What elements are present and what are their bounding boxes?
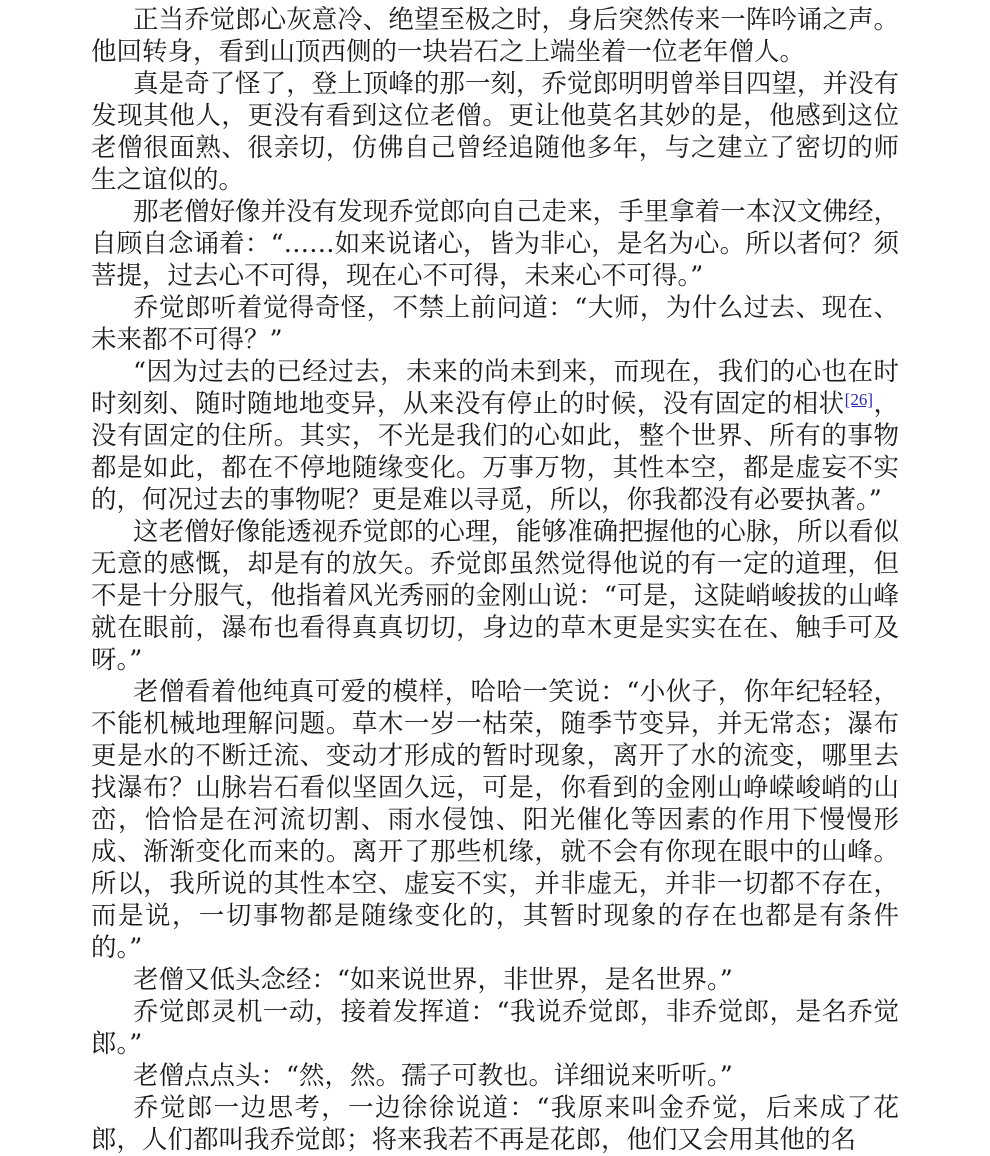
paragraph: 真是奇了怪了，登上顶峰的那一刻，乔觉郎明明曾举目四望，并没有发现其他人，更没有看到这位老僧。更让他莫名其妙的是，他感到这位老僧很面熟、很亲切，仿佛自己曾经追随他多年，与之建立了密切的师生之谊似的。 (91, 69, 899, 195)
footnote-link[interactable]: [26] (844, 390, 873, 409)
paragraph: 那老僧好像并没有发现乔觉郎向自己走来，手里拿着一本汉文佛经，自顾自念诵着：“……如来说诸心，皆为非心，是名为心。所以者何？须菩提，过去心不可得，现在心不可得，未来心不可得。” (91, 197, 899, 291)
paragraph: 老僧又低头念经：“如来说世界，非世界，是名世界。” (133, 965, 733, 995)
paragraph: 乔觉郎一边思考，一边徐徐说道：“我原来叫金乔觉，后来成了花郎，人们都叫我乔觉郎；将来我若不再是花郎，他们又会用其他的名 (91, 1093, 899, 1155)
paragraph: 这老僧好像能透视乔觉郎的心理，能够准确把握他的心脉，所以看似无意的感慨，却是有的放矢。乔觉郎虽然觉得他说的有一定的道理，但不是十分服气，他指着风光秀丽的金刚山说：“可是，这陡峭峻拔的山峰就在眼前，瀑布也看得真真切切，身边的草木更是实实在在、触手可及呀。” (91, 517, 899, 675)
paragraph: 老僧看着他纯真可爱的模样，哈哈一笑说：“小伙子，你年纪轻轻，不能机械地理解问题。草木一岁一枯荣，随季节变异，并无常态；瀑布更是水的不断迁流、变动才形成的暂时现象，离开了水的流变，哪里去找瀑布？山脉岩石看似坚固久远，可是，你看到的金刚山峥嵘峻峭的山峦，恰恰是在河流切割、雨水侵蚀、阳光催化等因素的作用下慢慢形成、渐渐变化而来的。离开了那些机缘，就不会有你现在眼中的山峰。所以，我所说的其性本空、虚妄不实，并非虚无，并非一切都不存在，而是说，一切事物都是随缘变化的，其暂时现象的存在也都是有条件的。” (91, 677, 899, 963)
paragraph (91, 356, 899, 516)
paragraph: 老僧点点头：“然，然。孺子可教也。详细说来听听。” (133, 1061, 733, 1091)
paragraph: 乔觉郎听着觉得奇怪，不禁上前问道：“大师，为什么过去、现在、未来都不可得？” (91, 293, 899, 355)
paragraph: 正当乔觉郎心灰意冷、绝望至极之时，身后突然传来一阵吟诵之声。他回转身，看到山顶西侧的一块岩石之上端坐着一位老年僧人。 (91, 5, 899, 67)
paragraph-text: “因为过去的已经过去，未来的尚未到来，而现在，我们的心也在时时刻刻、随时随地地变异，从来没有停止的时候，没有固定的相状 (91, 357, 899, 419)
paragraph: 乔觉郎灵机一动，接着发挥道：“我说乔觉郎，非乔觉郎，是名乔觉郎。” (91, 997, 899, 1059)
paragraph-text: ，没有固定的住所。其实，不光是我们的心如此，整个世界、所有的事物都是如此，都在不停地随缘变化。万事万物，其性本空，都是虚妄不实的，何况过去的事物呢？更是难以寻觅，所以，你我都没有必要执著。” (91, 389, 899, 515)
book-page (91, 4, 899, 1156)
